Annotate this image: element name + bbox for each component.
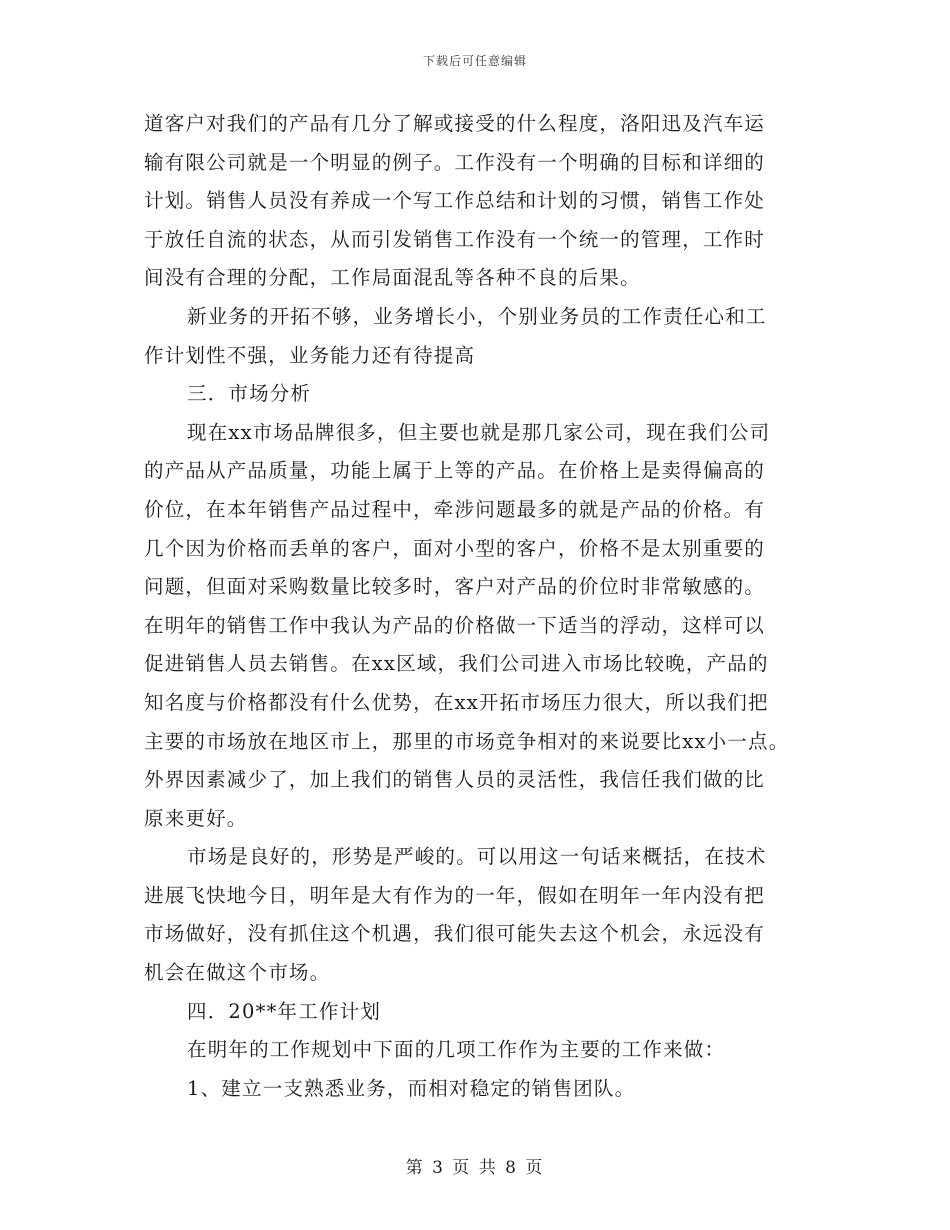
body-line-15: 促进销售人员去销售。在xx区域，我们公司进入市场比较晚，产品的 <box>144 652 769 676</box>
body-line-18: 外界因素减少了，加上我们的销售人员的灵活性，我信任我们做的比 <box>144 768 766 792</box>
body-line-11: 价位，在本年销售产品过程中，牵涉问题最多的就是产品的价格。有 <box>144 497 766 521</box>
body-line-7: 作计划性不强，业务能力还有待提高 <box>144 343 476 367</box>
body-line-9: 现在xx市场品牌很多，但主要也就是那几家公司，现在我们公司 <box>187 420 771 444</box>
body-line-19: 原来更好。 <box>144 806 248 830</box>
body-line-21: 进展飞快地今日，明年是大有作为的一年，假如在明年一年内没有把 <box>144 883 766 907</box>
body-line-4: 于放任自流的状态，从而引发销售工作没有一个统一的管理，工作时 <box>144 227 766 251</box>
section-heading-work-plan: 四．20**年工作计划 <box>187 999 382 1023</box>
page-header: 下载后可任意编辑 <box>422 54 527 68</box>
body-line-2: 输有限公司就是一个明显的例子。工作没有一个明确的目标和详细的 <box>144 150 766 174</box>
body-line-17: 主要的市场放在地区市上，那里的市场竞争相对的来说要比xx小一点。 <box>144 729 790 753</box>
body-line-25: 在明年的工作规划中下面的几项工作作为主要的工作来做： <box>187 1038 726 1062</box>
body-line-16: 知名度与价格都没有什么优势，在xx开拓市场压力很大，所以我们把 <box>144 690 769 714</box>
body-line-13: 问题，但面对采购数量比较多时，客户对产品的价位时非常敏感的。 <box>144 575 766 599</box>
body-line-12: 几个因为价格而丢单的客户，面对小型的客户，价格不是太别重要的 <box>144 536 766 560</box>
body-line-3: 计划。销售人员没有养成一个写工作总结和计划的习惯，销售工作处 <box>144 189 766 213</box>
body-line-10: 的产品从产品质量，功能上属于上等的产品。在价格上是卖得偏高的 <box>144 459 766 483</box>
document-body <box>144 105 824 1108</box>
body-line-22: 市场做好，没有抓住这个机遇，我们很可能失去这个机会，永远没有 <box>144 922 766 946</box>
body-line-14: 在明年的销售工作中我认为产品的价格做一下适当的浮动，这样可以 <box>144 613 766 637</box>
body-line-1: 道客户对我们的产品有几分了解或接受的什么程度，洛阳迅及汽车运 <box>144 112 766 135</box>
body-line-20: 市场是良好的，形势是严峻的。可以用这一句话来概括，在技术 <box>187 845 767 869</box>
list-item-1: 1、建立一支熟悉业务，而相对稳定的销售团队。 <box>187 1076 636 1100</box>
section-heading-market-analysis: 三．市场分析 <box>187 382 312 406</box>
page-footer: 第 3 页 共 8 页 <box>405 1158 545 1178</box>
body-line-5: 间没有合理的分配，工作局面混乱等各种不良的后果。 <box>144 266 641 290</box>
body-line-23: 机会在做这个市场。 <box>144 961 331 985</box>
body-line-6: 新业务的开拓不够，业务增长小，个别业务员的工作责任心和工 <box>187 304 767 328</box>
